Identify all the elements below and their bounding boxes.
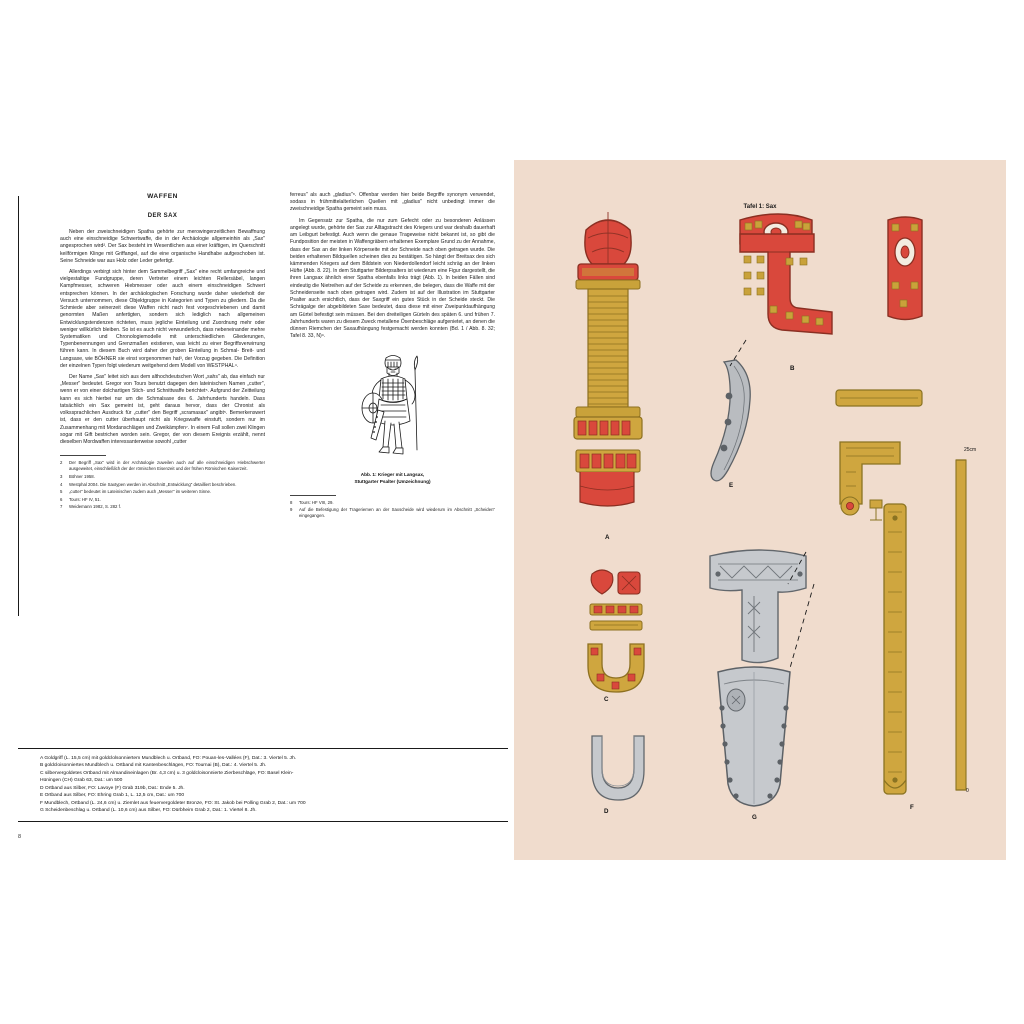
footnote-text: Der Begriff „Sax" wird in der Archäologie zuweilen auch auf alle einschneidigen Hiebschwerter ausgeweitet, einschließlich der der römischen Eisenzeit und der frühen Römischen Kaiserzeit. xyxy=(69,460,265,472)
artifact-d-ortband-silber xyxy=(592,736,644,800)
footnote xyxy=(60,474,265,480)
footnote-text: Auf die Befestigung der Trageriemen an der Saxscheide wird wiederum im Abschnitt „Scheiden" eingegangen. xyxy=(299,507,495,519)
plate-label-c: C xyxy=(604,696,609,703)
footnote-number: 6 xyxy=(60,496,63,502)
text-column-left xyxy=(60,192,265,512)
footnote xyxy=(290,500,495,506)
footnote-text: Böhner 1958. xyxy=(69,473,95,479)
footnote-number: 7 xyxy=(60,504,63,510)
page-number: 8 xyxy=(18,834,22,840)
scale-top-label: 25cm xyxy=(964,447,977,453)
footnote-text: Weidemann 1982, S. 282 f. xyxy=(69,504,121,510)
footnote-text: Westphal 2004. Die Saxtypen werden im Abschnitt „Entwicklung" detailliert beschrieben. xyxy=(69,481,237,487)
legend-line: G Scheidenbeschlag u. Ortband (L. 10,6 cm) aus Silber, FO: Dürbheim Grab 2, Dat.: 1. Viertel 8. Jh. xyxy=(40,808,257,814)
artifact-g-scheidenbeschlag xyxy=(710,550,806,663)
legend-line: C silbervergoldetes Ortband mit Almandineinlagen (Br. 4,3 cm) u. 3 goldcloisonnierte Zierbeschläge, FO: Basel Klein- xyxy=(40,770,294,776)
figure-caption-line-1: Abb. 1: Krieger mit Langsax, xyxy=(360,472,425,478)
footnote xyxy=(60,504,265,510)
footnote-list-left xyxy=(60,460,265,510)
paragraph: Im Gegensatz zur Spatha, die nur zum Gefecht oder zu besonderen Anlässen angelegt wurde, gehörte der Sax zur Alltagstracht des Kriegers und war deshalb dauerhaft am Leibgurt befestigt. Auch wenn die genaue Trageweise nicht bekannt ist, so gibt die Fundposition der meisten in Waffengräbern erhaltenen Exemplare Grund zu der Annahme, dass der Sax an der linken Körperseite mit der Schneide nach oben getragen wurde. Die beiden erhaltenen Bildquellen scheinen dies zu bestätigen. So hängt der Breitsax des sich kämmenden Kriegers auf dem Bildstein von Niederdollendorf leicht schräg an der linken Hüfte (Abb. 8. 22). In dem Stuttgarter Bilderpsalters ist wiederum eine Figur dargestellt, die ihren Langsax ähnlich einer Spatha ebenfalls links trägt (Abb. 1). In beiden Fällen sind eindeutig die Nietreihen auf der Scheide zu erkennen, die belegen, dass die Waffe mit der Schneidenseite nach oben getragen wird. Zudem ist auf der Illustration im Stuttgarter Psalter auch ersichtlich, dass der Saxgriff ein gutes Stück in der Scheide steckt. Die Schrägalge der abgebildeten Saxe bedeutet, dass diese mit einer Zweipunktaufhängung am Gürtel befestigt sein müssen. Bei den dreiteiligen Gürteln des späten 6. und frühen 7. Jahrhunderts waren zu diesem Zweck metallene Ösenbeschläge aufgenietet, an denen die dünnen Riemchen der Saxaufhängung festgemacht werden konnten (Bd. 1 / Abb. 8. 32; Tafel 8. 33, N)⁹. xyxy=(290,217,496,340)
artifact-b-mundblech-ortband xyxy=(740,214,832,334)
artifact-f-mundblech-ortband xyxy=(836,390,922,794)
footnote-list-right xyxy=(290,500,495,520)
footnote-rule xyxy=(60,455,106,456)
paragraph: Der Name „Sax" leitet sich aus dem althochdeutschen Wort „sahs" ab, das einfach nur „Messer" bedeutet. Gregor von Tours benutzt dagegen den lateinischen Namen „cutter", wenn er von einer dolchartigen Stich- und Schnittwaffe berichtet⁵. Aufgrund der Zeitteilung kann es sich hierbei nur um die Schmalsaxe des 6. Jahrhunderts handeln. Dass tatsächlich ein Sax gemeint ist, geht daraus hervor, dass der Chronist als volkssprachlichen Ausdruck für „cutter" den Begriff „scramasax" angibt⁵. Bemerkenswert ist, dass er den cutter überhaupt nicht als Kriegswaffe einstuft, sondern nur im Zusammenhang mit Mordanschlägen und Zweikämpfen⁷. In einem Fall sollen zwei Klingen sogar mit Gift bestrichen worden sein. Gregor, der von diesem Ereignis erzählt, nennt dieselben Mordwaffen interessanterweise sowohl „cutter xyxy=(60,374,265,445)
footnote-text: Tours: HF IV, 51. xyxy=(69,496,101,502)
footnote-number: 3 xyxy=(60,473,63,479)
chapter-title: WAFFEN xyxy=(147,193,178,200)
figure-caption-line-2: Stuttgarter Psalter (Umzeichnung) xyxy=(354,478,431,484)
text-column-right xyxy=(290,192,495,521)
artifact-c-fittings-group xyxy=(588,570,644,692)
footnote-text: „cutter" bedeutet im Lateinischen zudem auch „Messer" im weiteren Sinne. xyxy=(69,489,212,495)
plate-legend-box xyxy=(18,748,508,822)
artifact-a-goldgriff xyxy=(574,212,642,506)
legend-line: A Goldgriff (L. 15,5 cm) mit goldclolsonniertem Mundblech u. Ortband, FO: Pouan-les-Vallées (F), Dat.: 3. Viertel 5. Jh. xyxy=(40,756,297,761)
plate-label-a: A xyxy=(605,534,610,541)
footnote-number: 8 xyxy=(290,499,293,505)
legend-line: Hüningen (CH) Grab 63, Dat.: um 500 xyxy=(40,778,123,784)
warrior-drawing-svg xyxy=(345,348,441,468)
warrior-with-langsax-illustration xyxy=(290,348,495,468)
legend-line: D Ortband aus Silber, FO: Lavoye (F) Grab 319b, Dat.: Ende 5. Jh. xyxy=(40,785,185,791)
text-page xyxy=(18,192,508,832)
plate-illustrations xyxy=(514,160,1006,860)
footnote-text: Tours: HF VIII, 29. xyxy=(299,499,334,505)
footnote-number: 9 xyxy=(290,507,293,513)
column-divider-rule xyxy=(18,196,19,616)
footnote xyxy=(60,489,265,495)
footnote-number: 2 xyxy=(60,460,63,466)
plate-label-e: E xyxy=(729,482,734,489)
footnote xyxy=(60,482,265,488)
legend-line: F Mundblech, Ortband (L. 24,6 cm) u. Ziemlet aus feuervergoldeter Bronze, FO: St. Jakob bei Polling Grab 2, Dat.: um 700 xyxy=(40,800,306,806)
figure-warrior xyxy=(290,348,495,485)
plate-label-g: G xyxy=(752,814,757,821)
plate-label-d: D xyxy=(604,808,609,815)
footnote-number: 5 xyxy=(60,489,63,495)
footnote-number: 4 xyxy=(60,481,63,487)
artifact-b-side-mount xyxy=(888,217,922,320)
paragraph: ferreus" als auch „gladius"⁸. Offenbar werden hier beide Begriffe synonym verwendet, sodass in frühmittelalterlichen Quellen mit „gladius" nicht unbedingt immer die zweischneidige Spatha gemeint sein muss. xyxy=(290,192,495,213)
paragraph: Allerdings verbirgt sich hinter dem Sammelbegriff „Sax" eine recht umfangreiche und vielgestaltige Fundgruppe, deren Vertreter einem leichten Rellersäbel, langen Kampfmesser, schweren Hiebmesser oder auch einem einschneidigen Schwert entsprechen können. In der archäologischen Forschung wurde daher wiederholt der Versuch unternommen, diese Objektgruppe in Kategorien und Typen zu gliedern. Da die Schmiede aber seinerzeit diese Waffen nicht nach fest vorgeschriebenen und damit genormten Maßen anfertigten, sondern sich lediglich nach allgemeinen Entwicklungstendenzen richteten, muss jegliche Einteilung und Zuordnung mehr oder weniger willkürlich bleiben. So ist es auch nicht verwunderlich, dass nebeneinander mehre Systematiken und Chronologiemodelle mit unterschiedlichen Gliederungen, Typenbenennungen und Grenzmaßen existieren, was leicht zu einer Begriffsverwirrung führen kann. In diesem Buch wird daher der groben Einteilung in Schmal- Breit- und Langsaxe, wie BÖHNER sie einst vorgenommen hat³, der Vorzug gegeben. Die Definition der einzelnen Typen folgt wiederum weitgehend dem Modell von WESTPHAL⁴. xyxy=(60,268,265,369)
footnote xyxy=(60,460,265,472)
section-title: DER SAX xyxy=(147,213,178,220)
footnote xyxy=(290,507,495,519)
plate-label-f: F xyxy=(910,804,914,811)
legend-line: E Ortband aus Silber, FO: Ehring Grab 1, L. 12,5 cm, Dat.: um 700 xyxy=(40,793,185,799)
footnote xyxy=(60,497,265,503)
plate-label-b: B xyxy=(790,365,795,372)
footnote-rule xyxy=(290,495,336,496)
plate-page xyxy=(514,160,1006,860)
legend-line: B goldcloisonniertes Mundblech u. Ortband mit Kantenbeschlägen, FO: Tournai (B), Dat.: 4. Viertel 5. Jh. xyxy=(40,763,267,769)
artifact-e-ortband-silber xyxy=(711,340,750,481)
plate-title: Tafel 1: Sax xyxy=(743,204,777,210)
paragraph: Neben der zweischneidigen Spatha gehörte zur merowingerzeitlichen Bewaffnung auch eine einschneidige Schwertwaffe, die in der Archäologie allgemeinhin als „Sax" angesprochen wird². Der Sax besteht im Wesentlichen aus einer kräftigen, im Querschnitt keilförmigen Klinge mit Griffangel, auf die eine organische Handhabe aufgeschoben ist. Seine Schneide war aus Holz oder Leder gefertigt. xyxy=(60,228,265,264)
scale-bar xyxy=(956,460,966,790)
scale-bottom-label: 0 xyxy=(966,788,969,794)
